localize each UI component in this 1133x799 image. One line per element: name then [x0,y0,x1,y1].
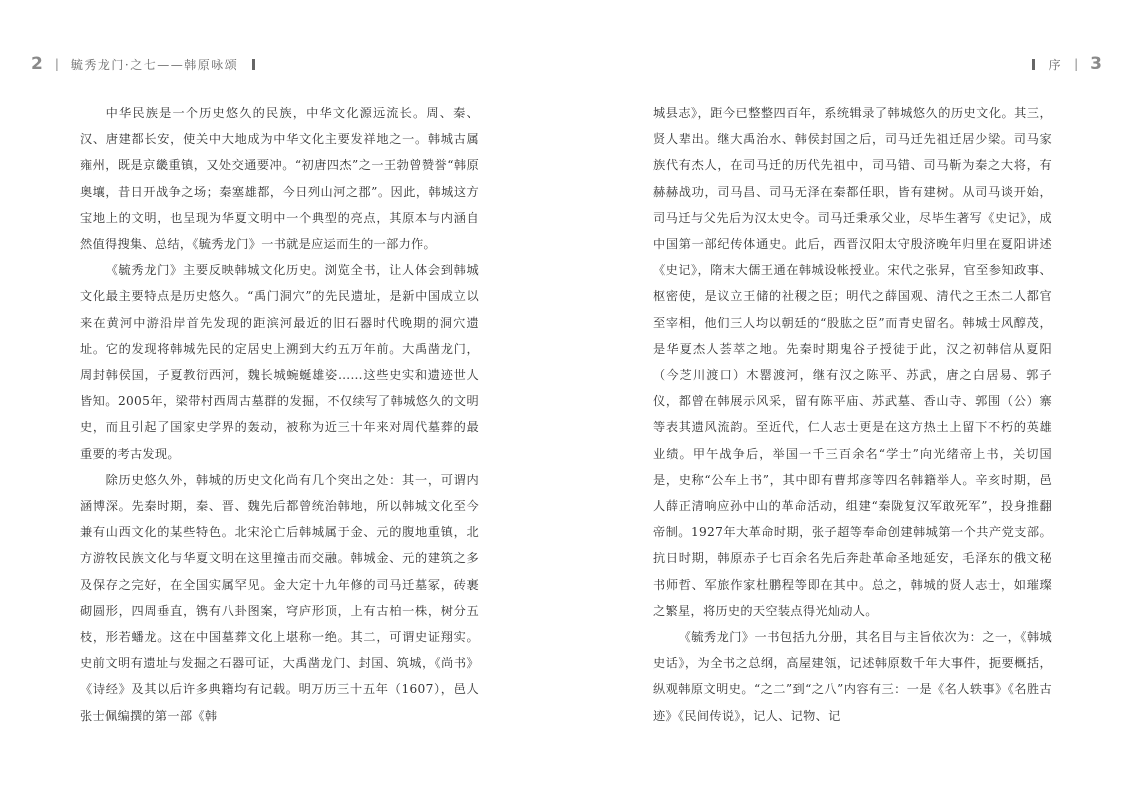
body-paragraph: 除历史悠久外，韩城的历史文化尚有几个突出之处：其一，可谓内涵博深。先秦时期，秦、晋、魏先后都曾统治韩地，所以韩城文化至今兼有山西文化的某些特色。北宋沦亡后韩城属于金、元的腹地重镇，北方游牧民族文化与华夏文明在这里撞击而交融。韩城金、元的建筑之多及保存之完好，在全国实属罕见。金大定十九年修的司马迁墓冢，砖裹砌圆形，四周垂直，镌有八卦图案，穹庐形顶，上有古柏一株，树分五枝，形若蟠龙。这在中国墓葬文化上堪称一绝。其二，可谓史证翔实。史前文明有遗址与发掘之石器可证，大禹凿龙门、封国、筑城，《尚书》《诗经》及其以后许多典籍均有记载。明万历三十五年（1607），邑人张士佩编撰的第一部《韩 [80,472,479,723]
header-bar-mark [1032,59,1035,70]
body-paragraph: 《毓秀龙门》主要反映韩城文化历史。浏览全书，让人体会到韩城文化最主要特点是历史悠久。“禹门洞穴”的先民遗址，是新中国成立以来在黄河中游沿岸首先发现的距滨河最近的旧石器时代晚期的洞穴遗址。它的发现将韩城先民的定居史上溯到大约五万年前。大禹凿龙门，周封韩侯国，子夏教衍西河，魏长城蜿蜒雄姿……这些史实和遗迹世人皆知。2005年，梁带村西周古墓群的发掘，不仅续写了韩城悠久的文明史，而且引起了国家史学界的轰动，被称为近三十年来对周代墓葬的最重要的考古发现。 [80,263,479,461]
right-page-header [1032,52,1102,76]
header-separator: | [54,57,59,71]
header-bar-mark [252,59,255,70]
body-paragraph: 《毓秀龙门》一书包括九分册，其名目与主旨依次为：之一，《韩城史话》，为全书之总纲，高屋建瓴，记述韩原数千年大事件，扼要概括，纵观韩原文明史。“之二”到“之八”内容有三：一是《名人轶事》《名胜古迹》《民间传说》，记人、记物、记 [653,630,1052,723]
left-page-header [31,52,255,76]
right-page-number: 3 [1090,54,1102,74]
body-paragraph: 中华民族是一个历史悠久的民族，中华文化源远流长。周、秦、汉、唐建都长安，使关中大地成为中华文化主要发祥地之一。韩城古属雍州，既是京畿重镇，又处交通要冲。“初唐四杰”之一王勃曾赞誉“韩原奥壤，昔日开战争之场；秦塞雄都，今日列山河之郡”。因此，韩城这方宝地上的文明，也呈现为华夏文明中一个典型的亮点，其原本与内涵自然值得搜集、总结，《毓秀龙门》一书就是应运而生的一部力作。 [80,106,479,252]
right-running-head: 序 [1048,57,1063,72]
header-separator: | [1074,57,1079,71]
left-page-number: 2 [31,54,43,74]
right-page-body [653,100,1052,729]
left-page-body [80,100,479,729]
body-paragraph-continued: 城县志》，距今已整整四百年，系统辑录了韩城悠久的历史文化。其三，贤人辈出。继大禹治水、韩侯封国之后，司马迁先祖迁居少梁。司马家族代有杰人，在司马迁的历代先祖中，司马错、司马靳为秦之大将，有赫赫战功，司马昌、司马无泽在秦都任职，皆有建树。从司马谈开始，司马迁与父先后为汉太史令。司马迁秉承父业，尽毕生著写《史记》，成中国第一部纪传体通史。此后，西晋汉阳太守殷济晚年归里在夏阳讲述《史记》，隋末大儒王通在韩城设帐授业。宋代之张昇，官至参知政事、枢密使，是议立王储的社稷之臣；明代之薛国观、清代之王杰二人都官至宰相，他们三人均以朝廷的“股肱之臣”而青史留名。韩城士风醇茂，是华夏杰人荟萃之地。先秦时期鬼谷子授徒于此，汉之初韩信从夏阳（今芝川渡口）木罂渡河，继有汉之陈平、苏武，唐之白居易、郭子仪，都曾在韩展示风采，留有陈平庙、苏武墓、香山寺、郭围（公）寨等表其遗风流韵。至近代，仁人志士更是在这方热土上留下不朽的英雄业绩。甲午战争后，举国一千三百余名“学士”向光绪帝上书，关切国是，史称“公车上书”，其中即有曹邦彦等四名韩籍举人。辛亥时期，邑人薛正清响应孙中山的革命活动，组建“秦陇复汉军敢死军”，投身推翻帝制。1927年大革命时期，张子超等奉命创建韩城第一个共产党支部。抗日时期，韩原赤子七百余名先后奔赴革命圣地延安，毛泽东的俄文秘书师哲、军旅作家杜鹏程等即在其中。总之，韩城的贤人志士，如璀璨之繁星，将历史的天空装点得光灿动人。 [653,106,1052,618]
left-running-head: 毓秀龙门·之七——韩原咏颂 [70,57,239,72]
